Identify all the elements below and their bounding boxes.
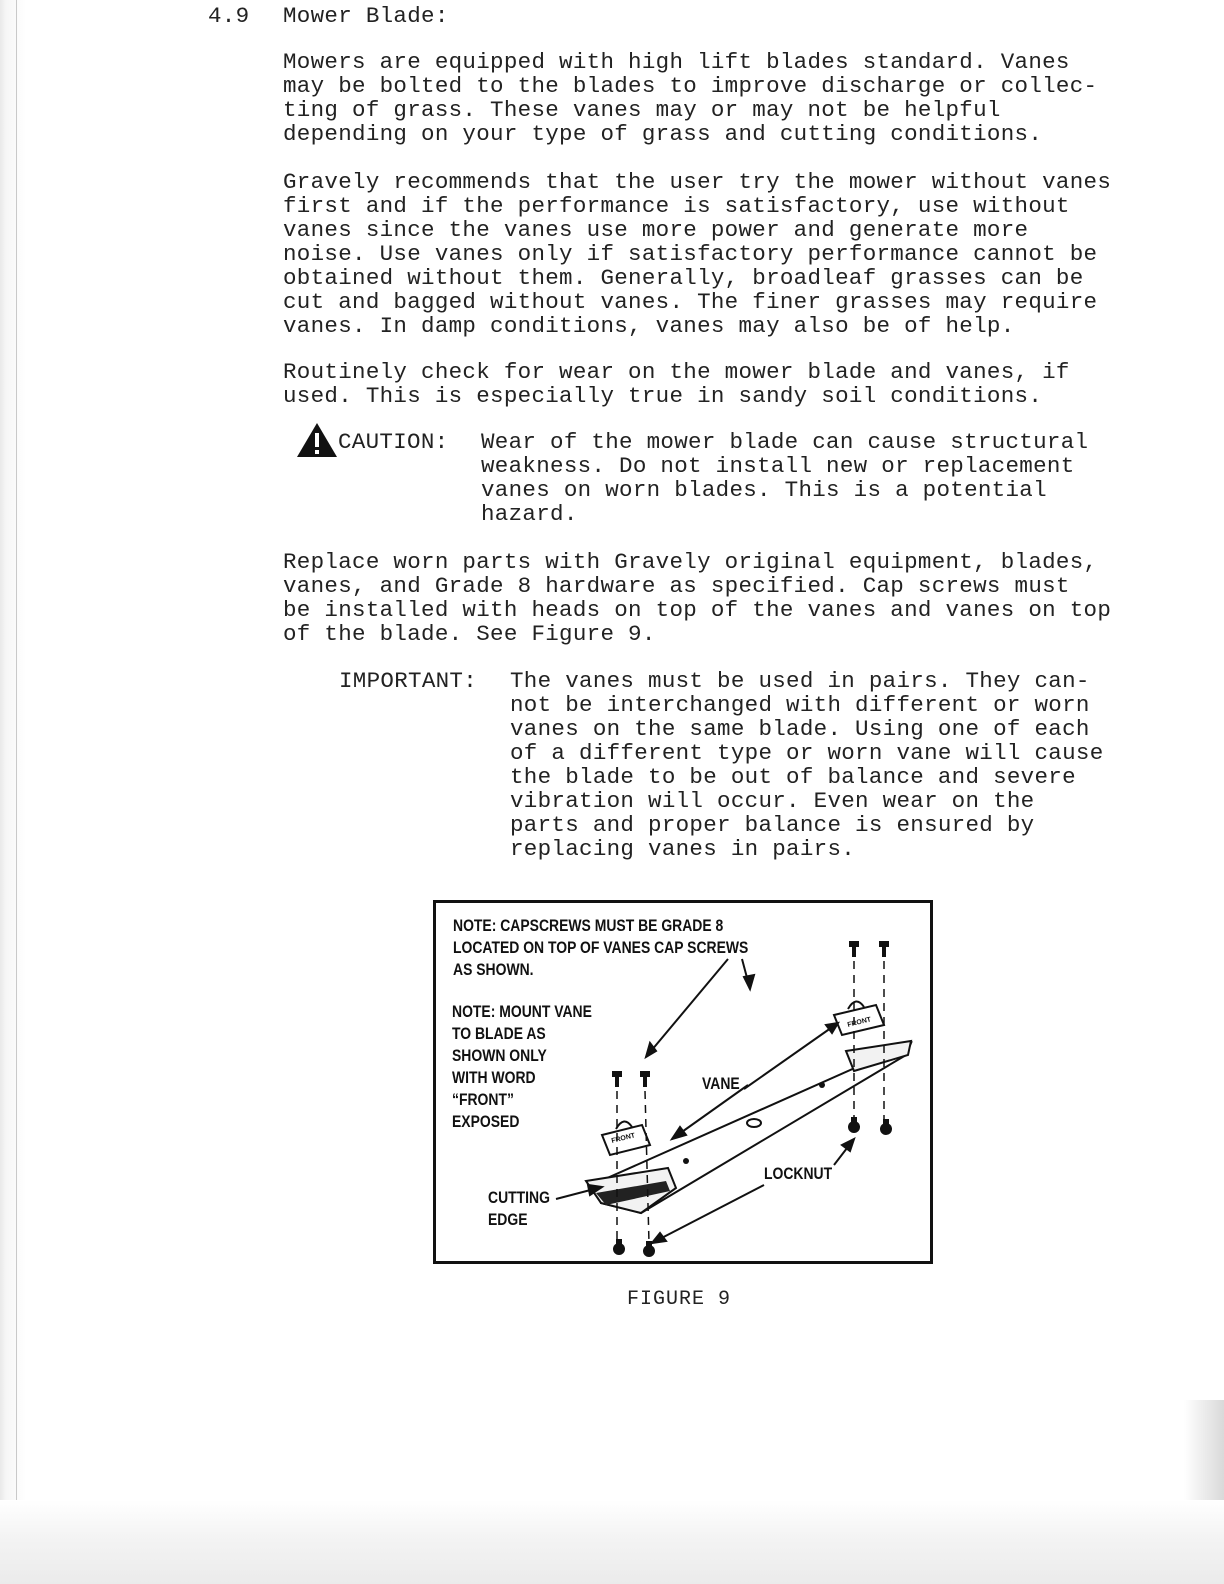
paragraph-wear-check: Routinely check for wear on the mower blade and vanes, if used. This is especially true in sandy soil conditions.	[283, 359, 1070, 409]
cap-screw-right-1	[849, 941, 859, 957]
paragraph-recommendation: Gravely recommends that the user try the mower without vanes first and if the performance is satisfactory, use without vanes since the vanes use more power and generate more noise. Use vanes only if satisfactory performance cannot be obtained without them. Generally, broadleaf grasses can be cut and bagged without vanes. The finer grasses may require vanes. In damp conditions, vanes may also be of help.	[283, 169, 1112, 339]
cap-screw-right-2	[879, 941, 889, 957]
locknut-left-1	[613, 1239, 625, 1255]
cap-screw-left-1	[612, 1071, 622, 1087]
page-edge-line	[16, 0, 17, 1500]
vane-right-stamp: FRONT	[846, 1016, 872, 1029]
figure-label-vane: VANE	[702, 1074, 740, 1093]
blade-hole-right	[819, 1082, 825, 1088]
figure-note-mount-vane: NOTE: MOUNT VANE TO BLADE AS SHOWN ONLY WITH WORD “FRONT” EXPOSED	[452, 1002, 592, 1131]
figure-label-cutting-edge: CUTTING EDGE	[488, 1188, 550, 1229]
locknut-right-2	[880, 1119, 892, 1135]
blade-center-hole	[747, 1119, 761, 1127]
figure-9-diagram	[433, 900, 933, 1264]
page-edge-bottom	[0, 1500, 1224, 1584]
caution-text: Wear of the mower blade can cause structural weakness. Do not install new or replacement vanes on worn blades. This is a potential hazard.	[481, 429, 1089, 527]
section-number: 4.9	[208, 3, 250, 29]
important-text: The vanes must be used in pairs. They can- not be interchanged with different or worn vanes on the same blade. Using one of each of a different type or worn vane will cause the blade to be out of balance and severe vibration will occur. Even wear on the parts and proper balance is ensured by replacing vanes in pairs.	[510, 668, 1104, 862]
figure-caption: FIGURE 9	[627, 1288, 732, 1311]
figure-note-capscrews: NOTE: CAPSCREWS MUST BE GRADE 8 LOCATED ON TOP OF VANES CAP SCREWS AS SHOWN.	[453, 916, 749, 979]
paragraph-vanes-intro: Mowers are equipped with high lift blades standard. Vanes may be bolted to the blades to improve discharge or collec- ting of grass. These vanes may or may not be helpful depending on your type of grass and cutting conditions.	[283, 49, 1098, 147]
figure-label-locknut: LOCKNUT	[764, 1164, 833, 1183]
warning-triangle-icon	[296, 421, 338, 459]
caution-label: CAUTION:	[338, 429, 449, 455]
vane-left-stamp: FRONT	[610, 1132, 636, 1145]
important-label: IMPORTANT:	[339, 668, 478, 694]
locknut-right-1	[848, 1117, 860, 1133]
blade-hole-left	[683, 1158, 689, 1164]
page-edge-left	[0, 0, 26, 1584]
cap-screw-left-2	[640, 1071, 650, 1087]
paragraph-replace-parts: Replace worn parts with Gravely original equipment, blades, vanes, and Grade 8 hardware as specified. Cap screws must be installed with heads on top of the vanes and vanes on top of the blade. See Figure 9.	[283, 549, 1112, 647]
section-title: Mower Blade:	[283, 3, 449, 29]
